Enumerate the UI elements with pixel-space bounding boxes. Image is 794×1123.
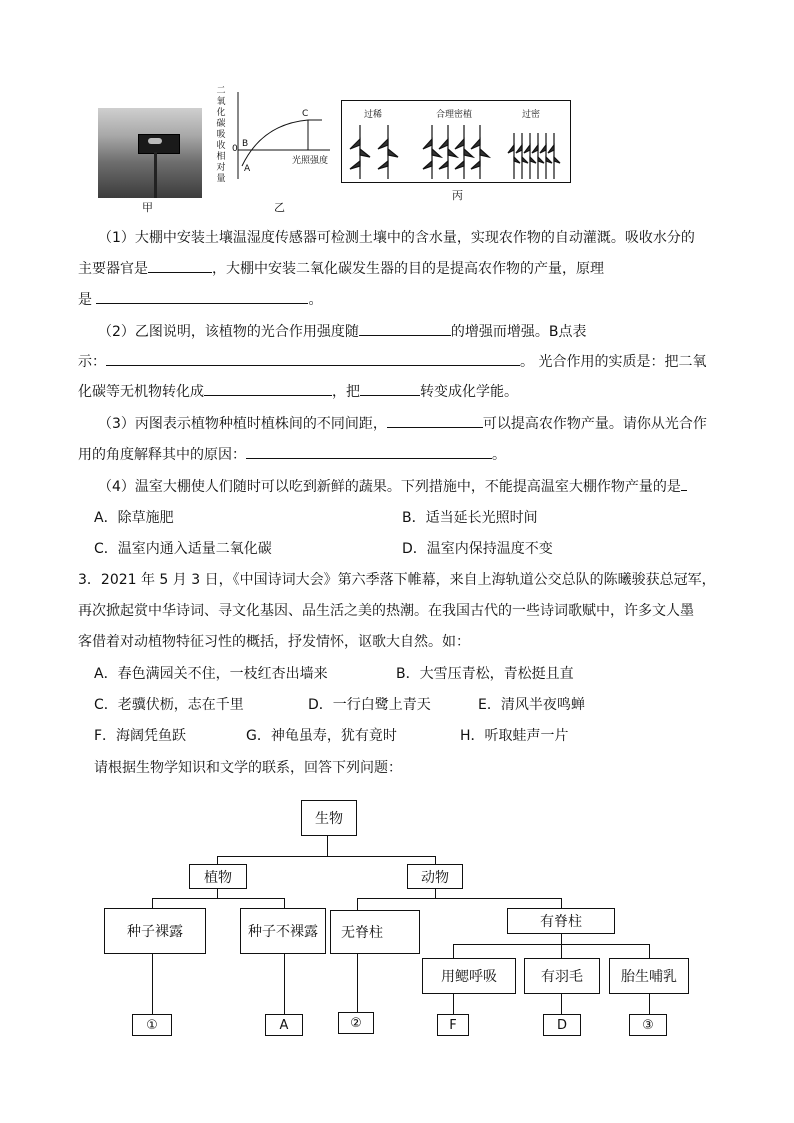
q2-option-d[interactable]: D．温室内保持温度不变: [402, 541, 553, 557]
q2-blank-principle[interactable]: [96, 289, 308, 304]
yi-point-b: B: [242, 139, 249, 149]
tree-leaf-2[interactable]: ②: [338, 1012, 374, 1034]
q3-option-e: E．清风半夜鸣蝉: [478, 697, 585, 713]
tree-leaf-a[interactable]: A: [265, 1014, 303, 1036]
tree-node-animals: 动物: [407, 864, 463, 889]
yi-point-c: C: [302, 109, 309, 119]
q2-option-c[interactable]: C．温室内通入适量二氧化碳: [94, 541, 272, 557]
tree-node-mammal: 胎生哺乳: [609, 958, 689, 994]
tree-line: [327, 836, 328, 856]
q2-blank-reason[interactable]: [246, 444, 492, 459]
tree-node-invertebrate: 无脊柱: [330, 910, 420, 954]
sensor-device: [138, 134, 180, 154]
q2-blank-choice[interactable]: [681, 476, 687, 491]
q2-p1-line1: （1）大棚中安装土壤温湿度传感器可检测土壤中的含水量，实现农作物的自动灌溉。吸收水分的: [98, 230, 695, 246]
q2-option-b[interactable]: B．适当延长光照时间: [402, 510, 538, 526]
tree-line: [152, 954, 153, 1014]
figure-bing-label: 丙: [452, 189, 463, 202]
q2-p2-line1: （2）乙图说明，该植物的光合作用强度随 的增强而增强。B点表: [98, 321, 587, 342]
q3-option-g: G．神龟虽寿，犹有竟时: [246, 728, 397, 744]
bing-label-dense: 过密: [522, 110, 541, 120]
tree-node-feather: 有羽毛: [524, 958, 600, 994]
tree-node-vertebrate: 有脊柱: [507, 908, 615, 934]
bing-label-reasonable: 合理密植: [436, 110, 473, 120]
tree-leaf-1[interactable]: ①: [132, 1014, 172, 1036]
q2-blank-increase[interactable]: [359, 321, 451, 336]
q3-option-h: H．听取蛙声一片: [460, 728, 569, 744]
tree-leaf-3[interactable]: ③: [629, 1014, 667, 1036]
tree-line: [561, 944, 562, 958]
q2-option-a[interactable]: A．除草施肥: [94, 510, 174, 526]
q2-blank-b-meaning[interactable]: [106, 351, 520, 366]
q3-line3: 客借着对动植物特征习性的概括，抒发情怀，讴歌大自然。如：: [78, 634, 470, 650]
q3-line1: 3．2021 年 5 月 3 日，《中国诗词大会》第六季落下帷幕，来自上海轨道公交总队的陈曦骏获总冠军，: [78, 572, 716, 588]
q3-option-c: C．老骥伏枥，志在千里: [94, 697, 244, 713]
q2-p2-line2: 示： 。 光合作用的实质是：把二氧: [78, 351, 706, 372]
q3-prompt: 请根据生物学知识和文学的联系，回答下列问题：: [94, 760, 402, 776]
tree-line: [152, 898, 284, 899]
tree-line: [561, 994, 562, 1014]
tree-line: [217, 888, 218, 898]
q3-option-b: B．大雪压青松，青松挺且直: [396, 666, 574, 682]
tree-leaf-f[interactable]: F: [437, 1014, 469, 1036]
tree-node-gill: 用鳃呼吸: [422, 958, 516, 994]
figure-yi-label: 乙: [274, 201, 285, 214]
sensor-label: [148, 138, 162, 144]
tree-line: [649, 994, 650, 1014]
figure-jia-photo: [98, 108, 202, 198]
bing-label-sparse: 过稀: [364, 110, 383, 120]
tree-line: [152, 898, 153, 908]
figure-bing-frame: [341, 100, 571, 183]
q3-option-d: D．一行白鹭上青天: [308, 697, 431, 713]
tree-line: [357, 954, 358, 1014]
tree-line: [217, 856, 218, 864]
tree-node-seed-exposed: 种子裸露: [104, 908, 206, 954]
yi-x-axis-label: 光照强度: [292, 156, 329, 166]
tree-line: [435, 856, 436, 864]
yi-y-axis-label: 二 氧 化 碳 吸 收 相 对 量: [216, 86, 226, 184]
tree-line: [217, 856, 435, 857]
q2-blank-organic[interactable]: [204, 381, 332, 396]
tree-node-plants: 植物: [189, 864, 247, 889]
q2-blank-organ[interactable]: [148, 258, 212, 273]
q2-blank-spacing[interactable]: [387, 413, 483, 428]
q2-p4-line1: （4）温室大棚使人们随时可以吃到新鲜的蔬果。下列措施中，不能提高温室大棚作物产量的是: [98, 476, 687, 497]
tree-leaf-d[interactable]: D: [543, 1014, 581, 1036]
q2-blank-energy[interactable]: [360, 381, 420, 396]
yi-point-a: A: [244, 164, 251, 174]
sensor-pole: [154, 152, 157, 198]
q3-line2: 再次掀起赏中华诗词、寻文化基因、品生活之美的热潮。在我国古代的一些诗词歌赋中，许多文人墨: [78, 603, 694, 619]
tree-node-organism: 生物: [301, 800, 357, 836]
q2-p1-line2: 主要器官是 ，大棚中安装二氧化碳发生器的目的是提高农作物的产量，原理: [78, 258, 604, 279]
tree-line: [357, 898, 358, 910]
tree-line: [453, 944, 454, 958]
q2-p2-line3: 化碳等无机物转化成 ，把 转变成化学能。: [78, 381, 518, 402]
figure-jia-label: 甲: [142, 201, 153, 214]
tree-line: [453, 944, 649, 945]
tree-line: [435, 888, 436, 898]
bing-plants: [342, 119, 570, 181]
yi-zero-label: 0: [232, 144, 238, 154]
tree-line: [561, 898, 562, 908]
q3-option-f: F．海阔凭鱼跃: [94, 728, 187, 744]
tree-line: [649, 944, 650, 958]
tree-line: [284, 898, 285, 908]
tree-line: [357, 898, 561, 899]
tree-line: [453, 994, 454, 1014]
q2-p1-line3: 是 。: [78, 289, 322, 310]
tree-line: [284, 954, 285, 1014]
tree-node-seed-covered: 种子不裸露: [240, 908, 326, 954]
tree-line: [561, 934, 562, 944]
q2-p3-line2: 用的角度解释其中的原因： 。: [78, 444, 506, 465]
q2-p3-line1: （3）丙图表示植物种植时植株间的不同间距， 可以提高农作物产量。请你从光合作: [98, 413, 707, 434]
q3-option-a: A．春色满园关不住，一枝红杏出墙来: [94, 666, 328, 682]
